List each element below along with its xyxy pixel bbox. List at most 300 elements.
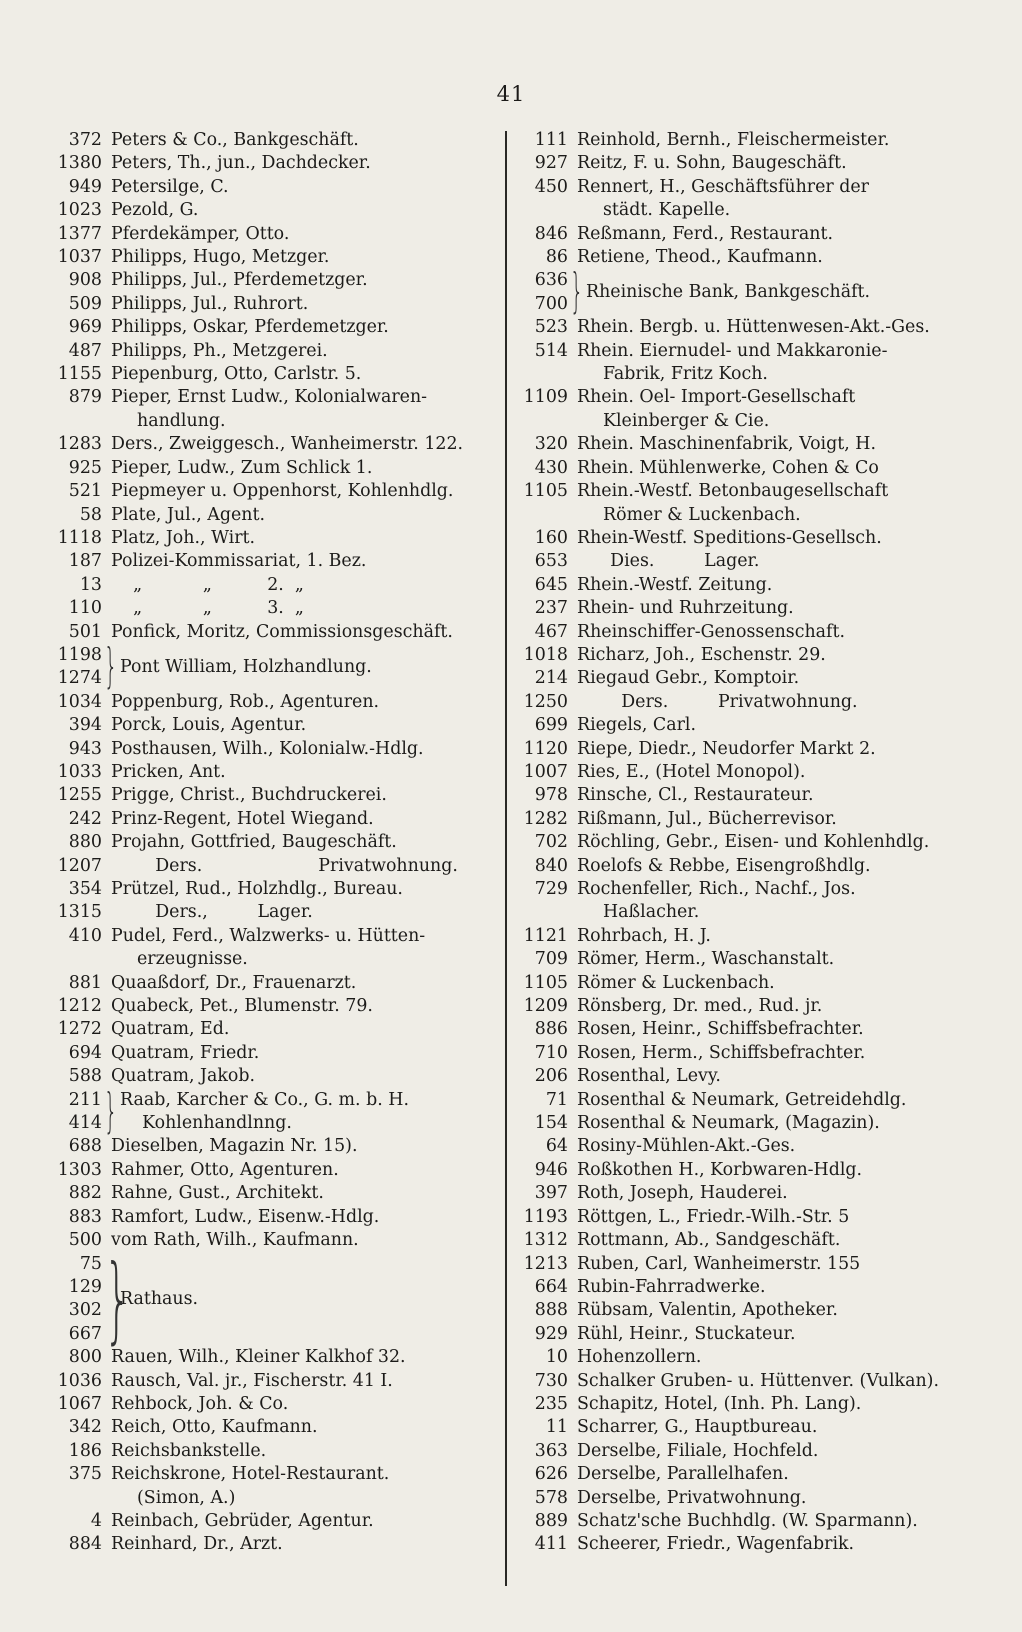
entry-name: Pont William, Holzhandlung. (120, 656, 372, 677)
entry-name (577, 1299, 974, 1322)
phone-number-group (522, 269, 568, 316)
entry-name (111, 878, 494, 901)
phone-number: 645 (534, 574, 568, 595)
directory-entry (54, 386, 494, 433)
phone-number: 846 (534, 223, 568, 244)
phone-number: 879 (68, 387, 102, 408)
entry-name (111, 621, 494, 644)
entry-line: Ders. Privatwohnung. (111, 855, 458, 876)
entry-line: Derselbe, Filiale, Hochfeld. (577, 1440, 819, 1461)
phone-number: 1282 (523, 808, 568, 829)
phone-number: 4 (90, 1510, 102, 1531)
entry-name (111, 550, 494, 573)
entry-line: Rheinschiffer-Genossenschaft. (577, 621, 845, 642)
phone-number: 302 (68, 1300, 102, 1321)
page-number: 41 (496, 82, 526, 106)
entry-line: Rhein.-Westf. Zeitung. (577, 574, 773, 595)
phone-number: 978 (534, 785, 568, 806)
phone-number: 709 (534, 949, 568, 970)
phone-number: 688 (68, 1136, 102, 1157)
phone-number: 500 (68, 1230, 102, 1251)
entry-name (111, 433, 494, 456)
entry-line: Rönsberg, Dr. med., Rud. jr. (577, 996, 823, 1017)
directory-entry (54, 738, 494, 761)
directory-entry (54, 1393, 494, 1416)
entry-name (111, 199, 494, 222)
entry-name (577, 1042, 974, 1065)
directory-entry (522, 738, 974, 761)
phone-number: 889 (534, 1510, 568, 1531)
entry-line: Derselbe, Parallelhafen. (577, 1464, 789, 1485)
entry-name (111, 246, 494, 269)
entry-name (111, 1510, 494, 1533)
entry-name (577, 1510, 974, 1533)
entry-line: Scharrer, G., Hauptbureau. (577, 1417, 818, 1438)
directory-entry (522, 1323, 974, 1346)
entry-line: Quabeck, Pet., Blumenstr. 79. (111, 996, 373, 1017)
phone-number: 375 (68, 1464, 102, 1485)
entry-line: Rhein. Eiernudel- und Makkaronie- (577, 340, 888, 361)
directory-entry (522, 855, 974, 878)
phone-number: 1312 (523, 1230, 568, 1251)
directory-entry (522, 644, 974, 667)
directory-entry (522, 1159, 974, 1182)
directory-entry (54, 784, 494, 807)
entry-line: Posthausen, Wilh., Kolonialw.-Hdlg. (111, 738, 424, 759)
entry-name (111, 574, 494, 597)
directory-entry (522, 597, 974, 620)
directory-entry (54, 878, 494, 901)
phone-number: 949 (68, 176, 102, 197)
entry-continuation: (Simon, A.) (137, 1487, 236, 1508)
entry-line: Quatram, Friedr. (111, 1042, 260, 1063)
phone-number: 394 (68, 715, 102, 736)
entry-line: Reinbach, Gebrüder, Agentur. (111, 1510, 374, 1531)
entry-name (577, 574, 974, 597)
phone-number: 1250 (523, 691, 568, 712)
entry-name (577, 1323, 974, 1346)
entry-name (111, 1463, 494, 1510)
phone-number: 211 (68, 1089, 102, 1110)
entry-name (111, 1018, 494, 1041)
entry-name (577, 738, 974, 761)
phone-number: 1018 (523, 644, 568, 665)
directory-entry (54, 269, 494, 292)
directory-entry (54, 199, 494, 222)
entry-name (111, 925, 494, 972)
entry-line: Reich, Otto, Kaufmann. (111, 1417, 318, 1438)
entry-continuation: erzeugnisse. (137, 949, 248, 970)
phone-number: 730 (534, 1370, 568, 1391)
entry-line: Rennert, H., Geschäftsführer der (577, 176, 869, 197)
phone-number: 10 (545, 1347, 568, 1368)
entry-name (577, 925, 974, 948)
entry-name (577, 316, 974, 339)
entry-line: Rhein. Oel- Import-Gesellschaft (577, 387, 856, 408)
phone-number: 1120 (523, 738, 568, 759)
entry-line: Reßmann, Ferd., Restaurant. (577, 223, 834, 244)
phone-number: 1109 (523, 387, 568, 408)
entry-line: Pezold, G. (111, 200, 199, 221)
phone-number: 514 (534, 340, 568, 361)
entry-line: Rosen, Heinr., Schiffsbefrachter. (577, 1019, 864, 1040)
directory-entry (522, 878, 974, 925)
directory-entry (54, 1440, 494, 1463)
entry-name (111, 480, 494, 503)
entry-line: vom Rath, Wilh., Kaufmann. (111, 1230, 359, 1251)
entry-name (111, 714, 494, 737)
directory-entry (54, 176, 494, 199)
entry-line: Riegels, Carl. (577, 715, 696, 736)
entry-name (111, 457, 494, 480)
directory-entry (54, 925, 494, 972)
directory-entry (522, 316, 974, 339)
directory-entry (522, 340, 974, 387)
entry-line: Polizei-Kommissariat, 1. Bez. (111, 551, 367, 572)
column-divider (505, 131, 507, 1586)
entry-line: Kohlenhandlnng. (120, 1113, 292, 1134)
directory-entry (54, 1135, 494, 1158)
entry-name (111, 504, 494, 527)
entry-line: Reitz, F. u. Sohn, Baugeschäft. (577, 153, 847, 174)
directory-entry (54, 574, 494, 597)
phone-number: 206 (534, 1066, 568, 1087)
entry-name (111, 784, 494, 807)
directory-entry (522, 457, 974, 480)
phone-number: 11 (545, 1417, 568, 1438)
phone-number: 397 (534, 1183, 568, 1204)
directory-entry (54, 808, 494, 831)
phone-number: 1303 (57, 1159, 102, 1180)
phone-number: 75 (79, 1253, 102, 1274)
entry-name (577, 1440, 974, 1463)
phone-number: 342 (68, 1417, 102, 1438)
entry-line: Philipps, Jul., Ruhrort. (111, 293, 309, 314)
entry-line: Schalker Gruben- u. Hüttenver. (Vulkan). (577, 1370, 939, 1391)
directory-entry (54, 1206, 494, 1229)
directory-entry (54, 901, 494, 924)
entry-line: Raab, Karcher & Co., G. m. b. H. (120, 1089, 409, 1110)
phone-number: 1034 (57, 691, 102, 712)
phone-number: 1212 (57, 996, 102, 1017)
phone-number: 86 (545, 247, 568, 268)
entry-name (577, 152, 974, 175)
directory-entry (522, 1018, 974, 1041)
entry-name (111, 691, 494, 714)
phone-number: 1067 (57, 1393, 102, 1414)
entry-line: Rahne, Gust., Architekt. (111, 1183, 324, 1204)
entry-line: Römer & Luckenbach. (577, 972, 775, 993)
entry-line: Ramfort, Ludw., Eisenw.-Hdlg. (111, 1206, 380, 1227)
entry-line: Peters & Co., Bankgeschäft. (111, 130, 359, 150)
phone-number: 242 (68, 808, 102, 829)
entry-line: Quatram, Jakob. (111, 1066, 256, 1087)
phone-number: 1036 (57, 1370, 102, 1391)
entry-name (577, 1065, 974, 1088)
phone-number: 1023 (57, 200, 102, 221)
entry-name (111, 340, 494, 363)
phone-number: 636 (534, 270, 568, 291)
entry-name (120, 1089, 494, 1136)
directory-entry (522, 808, 974, 831)
directory-entry (522, 925, 974, 948)
directory-entry (54, 761, 494, 784)
entry-name (111, 527, 494, 550)
entry-name: Rheinische Bank, Bankgeschäft. (586, 282, 871, 303)
phone-number: 881 (68, 972, 102, 993)
entry-line: Prinz-Regent, Hotel Wiegand. (111, 808, 374, 829)
phone-number: 467 (534, 621, 568, 642)
entry-line: Quatram, Ed. (111, 1019, 230, 1040)
directory-entry (522, 1299, 974, 1322)
directory-entry (522, 1510, 974, 1533)
entry-line: Ders., Zweiggesch., Wanheimerstr. 122. (111, 434, 464, 455)
phone-number: 1037 (57, 247, 102, 268)
phone-number: 699 (534, 715, 568, 736)
phone-number: 237 (534, 598, 568, 619)
entry-line: Rosiny-Mühlen-Akt.-Ges. (577, 1136, 796, 1157)
brace: } (570, 265, 584, 320)
entry-name (577, 995, 974, 1018)
directory-entry (522, 574, 974, 597)
directory-entry (522, 1346, 974, 1369)
directory-entry (522, 761, 974, 784)
entry-name (111, 901, 494, 924)
entry-line: Rochenfeller, Rich., Nachf., Jos. (577, 879, 856, 899)
directory-entry (54, 480, 494, 503)
phone-number: 925 (68, 457, 102, 478)
entry-line: Porck, Louis, Agentur. (111, 715, 307, 736)
entry-line: Rübsam, Valentin, Apotheker. (577, 1300, 838, 1321)
entry-name (577, 761, 974, 784)
entry-line: Rahmer, Otto, Agenturen. (111, 1159, 339, 1180)
directory-entry (522, 691, 974, 714)
directory-entry (522, 1463, 974, 1486)
directory-entry (522, 246, 974, 269)
directory-entry (522, 527, 974, 550)
phone-number: 1007 (523, 761, 568, 782)
entry-name (577, 621, 974, 644)
brace: } (104, 1084, 118, 1139)
directory-entry (54, 223, 494, 246)
entry-line: Pieper, Ludw., Zum Schlick 1. (111, 457, 373, 478)
entry-name (577, 480, 974, 527)
entry-name (111, 316, 494, 339)
entry-name (111, 129, 494, 152)
directory-entry (54, 1018, 494, 1041)
directory-entry (54, 1244, 494, 1354)
phone-number: 1105 (523, 481, 568, 502)
entry-name (577, 223, 974, 246)
entry-name (577, 433, 974, 456)
phone-number: 1033 (57, 761, 102, 782)
entry-line: Dies. Lager. (577, 551, 760, 572)
phone-number: 521 (68, 481, 102, 502)
entry-name (577, 340, 974, 387)
directory-entry (54, 246, 494, 269)
entry-line: Rißmann, Jul., Bücherrevisor. (577, 808, 837, 829)
directory-entry (54, 995, 494, 1018)
directory-entry (522, 1065, 974, 1088)
directory-entry (522, 1112, 974, 1135)
entry-name (111, 738, 494, 761)
directory-entry (522, 667, 974, 690)
entry-name (577, 855, 974, 878)
phone-number: 58 (79, 504, 102, 525)
entry-name: Rathaus. (120, 1288, 199, 1309)
phone-number: 160 (534, 527, 568, 548)
entry-name (111, 1370, 494, 1393)
entry-line: Rottmann, Ab., Sandgeschäft. (577, 1230, 841, 1251)
phone-number: 1198 (57, 644, 102, 665)
directory-entry (522, 972, 974, 995)
phone-number: 888 (534, 1300, 568, 1321)
entry-line: Rhein- und Ruhrzeitung. (577, 598, 794, 619)
entry-line: Reichsbankstelle. (111, 1440, 267, 1461)
phone-number: 883 (68, 1206, 102, 1227)
phone-number: 800 (68, 1347, 102, 1368)
phone-number: 1255 (57, 785, 102, 806)
entry-name (577, 1182, 974, 1205)
directory-entry (54, 527, 494, 550)
phone-number: 64 (545, 1136, 568, 1157)
entry-name (577, 1206, 974, 1229)
entry-name (577, 1276, 974, 1299)
phone-number: 1121 (523, 925, 568, 946)
entry-continuation: städt. Kapelle. (603, 200, 731, 221)
entry-line: Quaaßdorf, Dr., Frauenarzt. (111, 972, 357, 993)
entry-name (577, 129, 974, 152)
entry-continuation: Fabrik, Fritz Koch. (603, 364, 768, 385)
brace: } (104, 639, 118, 694)
entry-name (111, 831, 494, 854)
phone-number: 501 (68, 621, 102, 642)
directory-entry (54, 1182, 494, 1205)
directory-entry (54, 597, 494, 620)
left-column (54, 129, 494, 1557)
phone-number: 414 (68, 1113, 102, 1134)
directory-entry (54, 621, 494, 644)
phone-number: 235 (534, 1393, 568, 1414)
phone-number: 354 (68, 879, 102, 899)
entry-line: Pieper, Ernst Ludw., Kolonialwaren- (111, 387, 428, 408)
entry-line: Rubin-Fahrradwerke. (577, 1276, 766, 1297)
phone-number: 1118 (57, 527, 102, 548)
entry-name (577, 714, 974, 737)
entry-line: Platz, Joh., Wirt. (111, 527, 256, 548)
directory-entry (522, 265, 974, 320)
directory-entry (54, 972, 494, 995)
directory-entry (522, 1416, 974, 1439)
phone-number: 1272 (57, 1019, 102, 1040)
directory-entry (522, 433, 974, 456)
entry-line: Philipps, Jul., Pferdemetzger. (111, 270, 368, 291)
entry-name (577, 878, 974, 925)
directory-entry (54, 293, 494, 316)
directory-entry (54, 1463, 494, 1510)
directory-entry (522, 995, 974, 1018)
entry-line: Rosenthal & Neumark, (Magazin). (577, 1113, 880, 1134)
phone-number: 487 (68, 340, 102, 361)
directory-entry (522, 1440, 974, 1463)
phone-number: 1274 (57, 668, 102, 689)
entry-line: Riepe, Diedr., Neudorfer Markt 2. (577, 738, 876, 759)
directory-entry (54, 457, 494, 480)
entry-line: Riegaud Gebr., Komptoir. (577, 668, 800, 689)
phone-number: 884 (68, 1534, 102, 1555)
directory-entry (522, 1229, 974, 1252)
phone-number: 154 (534, 1113, 568, 1134)
phone-number: 840 (534, 855, 568, 876)
entry-name (577, 667, 974, 690)
entry-name (577, 176, 974, 223)
entry-line: Ries, E., (Hotel Monopol). (577, 761, 806, 782)
directory-entry (522, 129, 974, 152)
phone-number: 129 (68, 1276, 102, 1297)
phone-number: 886 (534, 1019, 568, 1040)
directory-entry (522, 480, 974, 527)
phone-number: 1105 (523, 972, 568, 993)
entry-name (111, 386, 494, 433)
entry-line: Rühl, Heinr., Stuckateur. (577, 1323, 796, 1344)
entry-name (577, 1463, 974, 1486)
phone-number: 1213 (523, 1253, 568, 1274)
entry-line: Schatz'sche Buchhdlg. (W. Sparmann). (577, 1510, 918, 1531)
entry-line: Rosen, Herm., Schiffsbefrachter. (577, 1042, 866, 1063)
entry-name (577, 1533, 974, 1556)
entry-line: Römer, Herm., Waschanstalt. (577, 949, 835, 970)
directory-entry (522, 831, 974, 854)
entry-line: Röchling, Gebr., Eisen- und Kohlenhdlg. (577, 832, 930, 853)
entry-name (111, 1065, 494, 1088)
phone-number: 702 (534, 832, 568, 853)
entry-name (111, 597, 494, 620)
phone-number: 667 (68, 1323, 102, 1344)
phone-number: 1315 (57, 902, 102, 923)
entry-line: Ders. Privatwohnung. (577, 691, 858, 712)
entry-line: Roth, Joseph, Hauderei. (577, 1183, 788, 1204)
phone-number: 214 (534, 668, 568, 689)
entry-line: Petersilge, C. (111, 176, 229, 197)
directory-entry (54, 433, 494, 456)
entry-line: Ponfick, Moritz, Commissionsgeschäft. (111, 621, 453, 642)
entry-line: Ruben, Carl, Wanheimerstr. 155 (577, 1253, 861, 1274)
directory-entry (54, 340, 494, 363)
entry-line: Pferdekämper, Otto. (111, 223, 290, 244)
entry-line: Dieselben, Magazin Nr. 15). (111, 1136, 358, 1157)
entry-name (111, 1533, 494, 1556)
phone-number: 71 (545, 1089, 568, 1110)
entry-line: Prützel, Rud., Holzhdlg., Bureau. (111, 879, 403, 899)
phone-number: 880 (68, 832, 102, 853)
directory-entry (54, 1370, 494, 1393)
entry-name (111, 855, 494, 878)
phone-number: 1193 (523, 1206, 568, 1227)
phone-number: 363 (534, 1440, 568, 1461)
phone-number: 929 (534, 1323, 568, 1344)
phone-number: 411 (534, 1534, 568, 1555)
entry-line: Roelofs & Rebbe, Eisengroßhdlg. (577, 855, 871, 876)
phone-number: 187 (68, 551, 102, 572)
entry-line: Rhein-Westf. Speditions-Gesellsch. (577, 527, 882, 548)
entry-line: Philipps, Ph., Metzgerei. (111, 340, 328, 361)
phone-number: 410 (68, 925, 102, 946)
directory-entry (54, 714, 494, 737)
directory-entry (522, 621, 974, 644)
entry-continuation: Kleinberger & Cie. (603, 410, 770, 431)
directory-entry (522, 1042, 974, 1065)
entry-name (577, 550, 974, 573)
